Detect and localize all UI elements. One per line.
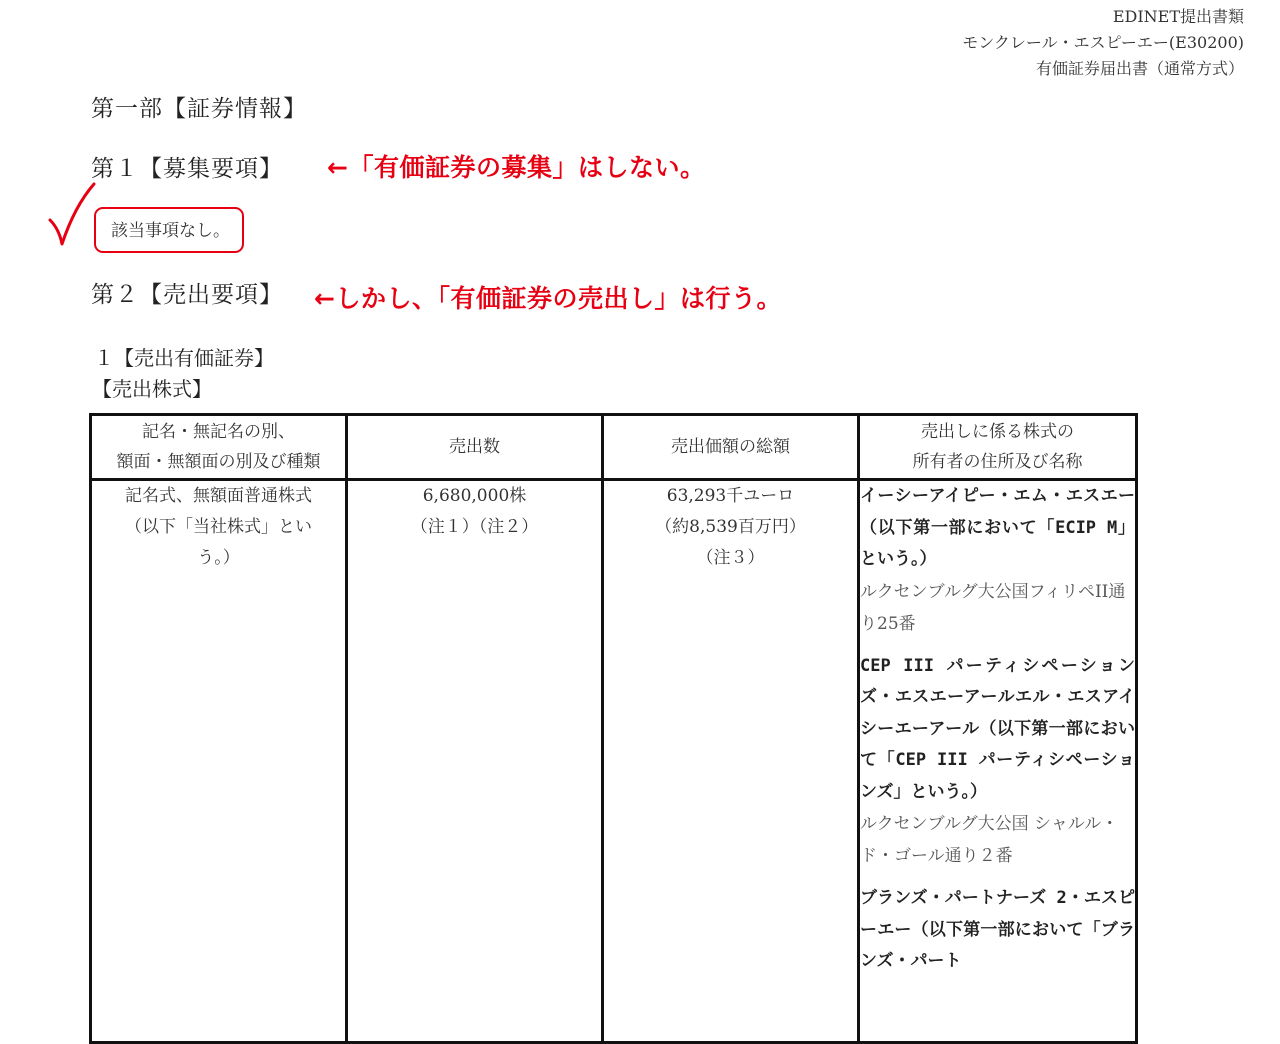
header-line-doctype: 有価証券届出書（通常方式） [1035,59,1244,78]
owner-brands [860,883,1135,978]
table-row [91,480,1137,1043]
table-header-row [91,415,1137,480]
header-owners: 売出しに係る株式の 所有者の住所及び名称 [859,415,1137,480]
owner-address: ルクセンブルグ大公国フィリペII通り25番 [860,581,1126,634]
subsection-securities: １【売出有価証券】 [94,346,274,370]
section1-body: 該当事項なし。 [94,207,244,253]
cell-amount: 63,293千ユーロ （約8,539百万円） （注３） [603,480,859,1043]
checkmark-icon [46,180,98,248]
header-count: 売出数 [347,415,603,480]
owner-cep [860,651,1135,873]
cell-owners [859,480,1137,1043]
header-line-edinet: EDINET提出書類 [1112,7,1244,26]
section2-annotation: ←しかし、「有価証券の売出し」は行う。 [314,284,782,313]
owner-name: ブランズ・パートナーズ 2・エスピーエー（以下第一部において「ブランズ・パート [860,888,1135,971]
subsection-shares: 【売出株式】 [92,377,212,401]
document-header [962,4,1244,82]
owner-ecip [860,481,1135,640]
header-type: 記名・無記名の別、 額面・無額面の別及び種類 [91,415,347,480]
part-title: 第一部【証券情報】 [91,96,307,122]
offering-table [89,413,1138,1044]
header-line-company: モンクレール・エスピーエー(E30200) [962,33,1244,52]
cell-type: 記名式、無額面普通株式 （以下「当社株式」とい う。） [91,480,347,1043]
header-amount: 売出価額の総額 [603,415,859,480]
section1-annotation: ←「有価証券の募集」はしない。 [327,153,706,182]
section2-title: 第２【売出要項】 [91,282,283,308]
owner-name: CEP III パーティシペーションズ・エスエーアールエル・エスアイシーエーアール（以下第一部において「CEP III パーティシペーションズ」という。） [860,655,1135,802]
owner-address: ルクセンブルグ大公国 シャルル・ド・ゴール通り２番 [860,814,1119,866]
section1-title: 第１【募集要項】 [91,156,283,182]
cell-count: 6,680,000株 （注１）（注２） [347,480,603,1043]
owner-name: イーシーアイピー・エム・エスエー（以下第一部において「ECIP M」という。） [860,486,1135,569]
